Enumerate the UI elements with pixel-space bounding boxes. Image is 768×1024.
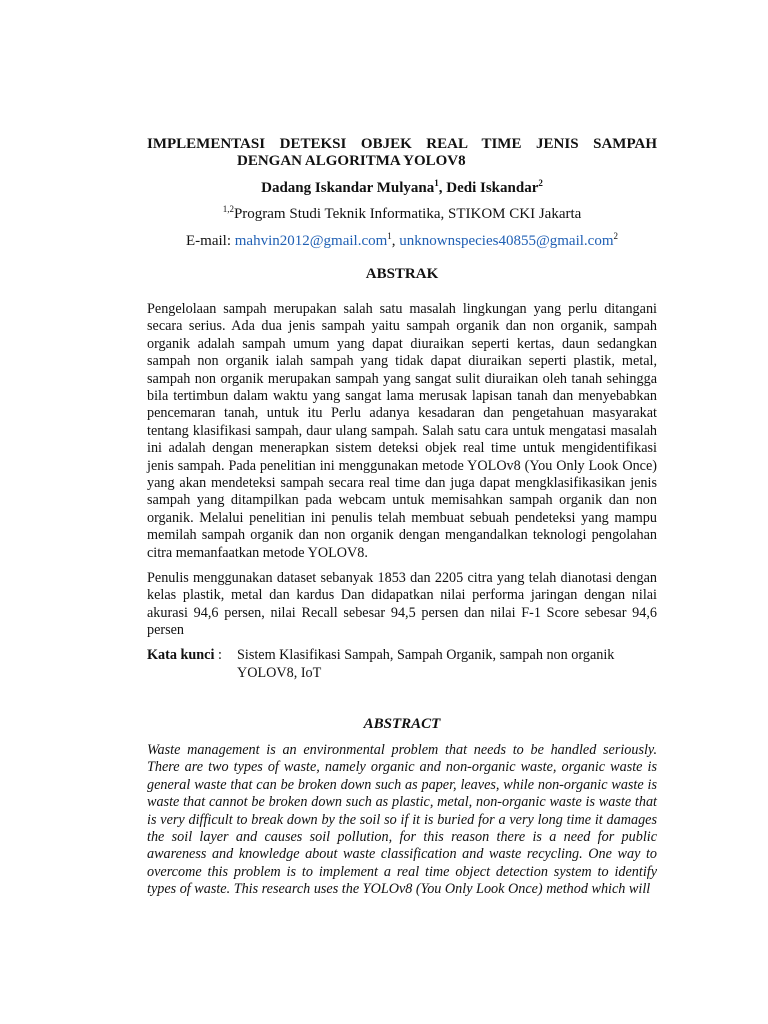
keywords [147, 646, 657, 682]
abstrak-paragraph: Pengelolaan sampah merupakan salah satu masalah lingkungan yang perlu ditangani secara serius. Ada dua jenis sampah yaitu sampah organik dan non organik, sampah organik adalah sampah umum yang dapat diuraikan seperti kertas, daun sedangkan sampah non organik ialah sampah yang tidak dapat diuraikan seperti plastik, metal, sampah non organik merupakan sampah yang sangat sulit diuraikan oleh tanah sehingga bila tertimbun dalam waktu yang sangat lama merusak lapisan tanah dan menyebabkan pencemaran tanah, untuk itu Perlu adanya kesadaran dan pengetahuan masyarakat tentang klasifikasi sampah, daur ulang sampah. Salah satu cara untuk mengatasi masalah ini adalah dengan menerapkan sistem deteksi objek real time untuk mengidentifikasi jenis sampah. Pada penelitian ini menggunakan metode YOLOv8 (You Only Look Once) yang akan mendeteksi sampah secara real time dan juga dapat mengklasifikasikan jenis sampah yang ditampilkan pada webcam untuk memisahkan sampah organik dan non organik. Melalui penelitian ini penulis telah membuat sebuah pendeteksi yang mampu memilah sampah organik dan non organik dengan mengandalkan teknologi pengolahan citra memanfaatkan metode YOLOV8. [147, 301, 657, 561]
affiliation [147, 206, 657, 223]
author-affiliation-mark: 2 [538, 178, 543, 188]
email-separator: , [391, 233, 400, 249]
paper-title [147, 136, 657, 170]
email-label: E-mail: [186, 233, 235, 249]
abstract-paragraph: Waste management is an environmental problem that needs to be handled seriously. There are two types of waste, namely organic and non-organic waste, organic waste is general waste that can be broken down such as paper, leaves, while non-organic waste is waste that cannot be broken down such as plastic, metal, non-organic waste is waste that is very difficult to break down by the soil so if it is buried for a very long time it damages the soil layer and causes soil pollution, for this reason there is a need for public awareness and knowledge about waste classification and waste recycling. One way to overcome this problem is to implement a real time object detection system to identify types of waste. This research uses the YOLOv8 (You Only Look Once) method which will [147, 742, 657, 898]
keywords-colon: : [214, 647, 222, 663]
email-line [147, 233, 657, 250]
author-name: Dadang Iskandar Mulyana [261, 180, 435, 196]
email-link[interactable]: mahvin2012@gmail.com [234, 233, 388, 249]
email-mark: 1 [387, 231, 392, 241]
title-line-2: DENGAN ALGORITMA YOLOV8 [237, 153, 466, 169]
email-mark: 2 [613, 231, 618, 241]
affiliation-text: Program Studi Teknik Informatika, STIKOM CKI Jakarta [233, 206, 582, 222]
author-list [147, 180, 657, 197]
author-affiliation-mark: 1 [434, 178, 439, 188]
email-link[interactable]: unknownspecies40855@gmail.com [399, 233, 614, 249]
abstract-heading: ABSTRACT [363, 716, 441, 732]
keywords-line: Sistem Klasifikasi Sampah, Sampah Organik, sampah non organik [237, 647, 615, 663]
keywords-line: YOLOV8, IoT [237, 665, 322, 681]
author-name: Dedi Iskandar [446, 180, 539, 196]
keywords-label: Kata kunci [147, 647, 215, 663]
abstrak-paragraph: Penulis menggunakan dataset sebanyak 1853 dan 2205 citra yang telah dianotasi dengan kelas plastik, metal dan kardus Dan didapatkan nilai performa jaringan dengan nilai akurasi 94,6 persen, nilai Recall sebesar 94,5 persen dan nilai F-1 Score sebesar 94,6 persen [147, 570, 657, 639]
author-separator: , [438, 180, 447, 196]
abstrak-heading: ABSTRAK [365, 266, 439, 282]
affiliation-mark: 1,2 [222, 204, 234, 214]
title-line-1: IMPLEMENTASI DETEKSI OBJEK REAL TIME JENIS SAMPAH [147, 136, 657, 152]
